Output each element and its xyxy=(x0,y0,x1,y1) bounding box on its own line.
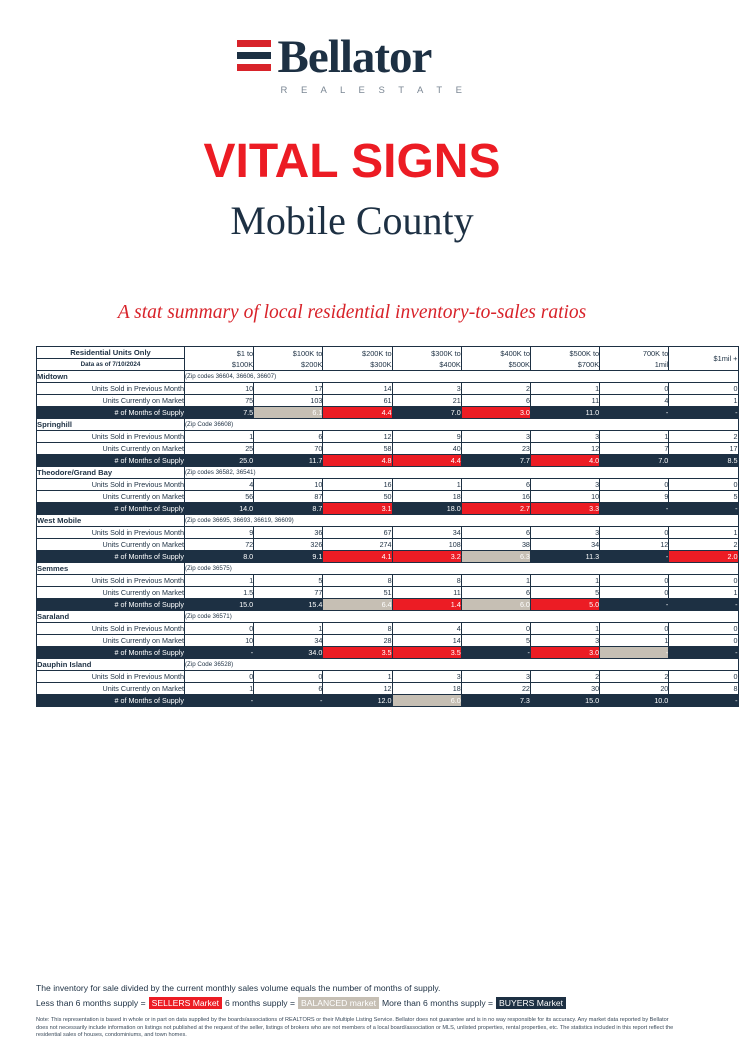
footer-definition: The inventory for sale divided by the current monthly sales volume equals the number of months of supply. xyxy=(36,983,441,994)
cell-units-on-market: 4 xyxy=(600,395,669,407)
row-label-units-on-market: Units Currently on Market xyxy=(37,587,185,599)
table-row xyxy=(37,683,739,695)
cell-units-on-market: 12 xyxy=(530,443,599,455)
cell-units-on-market: 0 xyxy=(600,587,669,599)
table-row xyxy=(37,599,739,611)
cell-units-sold: 3 xyxy=(530,527,599,539)
cell-months-of-supply: - xyxy=(669,647,738,659)
cell-units-on-market: 38 xyxy=(461,539,530,551)
cell-months-of-supply: 6.0 xyxy=(392,695,461,707)
cell-months-of-supply: - xyxy=(254,695,323,707)
cell-units-sold: 0 xyxy=(461,623,530,635)
cell-months-of-supply: 3.0 xyxy=(530,647,599,659)
row-label-units-sold: Units Sold in Previous Month xyxy=(37,431,185,443)
column-header-3: $200K to $300K xyxy=(323,347,392,371)
cell-months-of-supply: - xyxy=(461,647,530,659)
cell-units-on-market: 30 xyxy=(530,683,599,695)
row-label-months-of-supply: # of Months of Supply xyxy=(37,551,185,563)
cell-units-sold: 12 xyxy=(323,431,392,443)
cell-months-of-supply: 1.4 xyxy=(392,599,461,611)
cell-units-on-market: 8 xyxy=(669,683,738,695)
table-row xyxy=(37,551,739,563)
cell-months-of-supply: 9.1 xyxy=(254,551,323,563)
cell-units-on-market: 11 xyxy=(530,395,599,407)
cell-units-on-market: 1.5 xyxy=(185,587,254,599)
cell-units-on-market: 34 xyxy=(254,635,323,647)
cell-months-of-supply: - xyxy=(185,695,254,707)
cell-months-of-supply: 11.0 xyxy=(530,407,599,419)
row-label-months-of-supply: # of Months of Supply xyxy=(37,407,185,419)
cell-units-on-market: 87 xyxy=(254,491,323,503)
cell-units-sold: 3 xyxy=(392,383,461,395)
cell-units-on-market: 103 xyxy=(254,395,323,407)
cell-units-on-market: 6 xyxy=(461,395,530,407)
table-row xyxy=(37,431,739,443)
table-row xyxy=(37,407,739,419)
row-label-units-on-market: Units Currently on Market xyxy=(37,443,185,455)
cell-units-on-market: 72 xyxy=(185,539,254,551)
cell-months-of-supply: 7.7 xyxy=(461,455,530,467)
table-row xyxy=(37,395,739,407)
cell-months-of-supply: 6.1 xyxy=(254,407,323,419)
cell-months-of-supply: 8.7 xyxy=(254,503,323,515)
legend-chip-buyers: BUYERS Market xyxy=(496,997,566,1009)
cell-units-sold: 2 xyxy=(530,671,599,683)
bellator-logo xyxy=(237,31,468,96)
cell-units-on-market: 10 xyxy=(530,491,599,503)
cell-units-on-market: 5 xyxy=(669,491,738,503)
table-row xyxy=(37,671,739,683)
cell-units-on-market: 56 xyxy=(185,491,254,503)
cell-units-sold: 1 xyxy=(669,527,738,539)
cell-units-on-market: 6 xyxy=(254,683,323,695)
cell-months-of-supply: 6.0 xyxy=(461,599,530,611)
group-name: Springhill xyxy=(37,419,185,431)
cell-units-sold: 3 xyxy=(461,671,530,683)
cell-units-on-market: 2 xyxy=(669,539,738,551)
cell-months-of-supply: 3.5 xyxy=(392,647,461,659)
row-label-units-sold: Units Sold in Previous Month xyxy=(37,479,185,491)
cell-months-of-supply: 7.5 xyxy=(185,407,254,419)
cell-months-of-supply: 6.4 xyxy=(323,599,392,611)
cell-units-on-market: 22 xyxy=(461,683,530,695)
cell-months-of-supply: 7.0 xyxy=(600,455,669,467)
table-row xyxy=(37,587,739,599)
cell-months-of-supply: 4.1 xyxy=(323,551,392,563)
page-title: VITAL SIGNS xyxy=(203,135,501,188)
group-zipcodes: (Zip code 36575) xyxy=(185,563,739,575)
cell-units-on-market: 61 xyxy=(323,395,392,407)
row-label-units-on-market: Units Currently on Market xyxy=(37,491,185,503)
table-row xyxy=(37,647,739,659)
table-row xyxy=(37,527,739,539)
legend-sellers-label: Less than 6 months supply = xyxy=(36,998,146,1009)
group-header-row xyxy=(37,419,739,431)
cell-months-of-supply: 3.0 xyxy=(461,407,530,419)
cell-units-sold: 0 xyxy=(669,479,738,491)
cell-units-on-market: 3 xyxy=(530,635,599,647)
cell-units-on-market: 18 xyxy=(392,683,461,695)
cell-units-on-market: 23 xyxy=(461,443,530,455)
footer-legend xyxy=(36,997,674,1009)
table-row xyxy=(37,479,739,491)
cell-units-sold: 16 xyxy=(323,479,392,491)
cell-units-sold: 34 xyxy=(392,527,461,539)
cell-months-of-supply: 7.0 xyxy=(392,407,461,419)
cell-months-of-supply: 4.8 xyxy=(323,455,392,467)
cell-units-on-market: 14 xyxy=(392,635,461,647)
cell-units-on-market: 51 xyxy=(323,587,392,599)
group-zipcodes: (Zip code 36695, 36693, 36619, 36609) xyxy=(185,515,739,527)
group-name: Dauphin Island xyxy=(37,659,185,671)
cell-units-sold: 2 xyxy=(669,431,738,443)
cell-units-sold: 1 xyxy=(323,671,392,683)
column-header-2: $100K to $200K xyxy=(254,347,323,371)
cell-months-of-supply: - xyxy=(669,695,738,707)
cell-units-on-market: 17 xyxy=(669,443,738,455)
cell-units-sold: 14 xyxy=(323,383,392,395)
cell-units-sold: 0 xyxy=(600,575,669,587)
cell-units-sold: 0 xyxy=(669,575,738,587)
cell-units-on-market: 75 xyxy=(185,395,254,407)
table-row xyxy=(37,575,739,587)
cell-units-sold: 5 xyxy=(254,575,323,587)
group-name: Midtown xyxy=(37,371,185,383)
cell-months-of-supply: 11.3 xyxy=(530,551,599,563)
cell-units-on-market: 1 xyxy=(669,395,738,407)
legend-buyers-label: More than 6 months supply = xyxy=(381,998,494,1009)
cell-units-sold: 6 xyxy=(461,527,530,539)
cell-months-of-supply: 7.3 xyxy=(461,695,530,707)
cell-months-of-supply: - xyxy=(600,551,669,563)
cell-units-sold: 17 xyxy=(254,383,323,395)
cell-units-sold: 1 xyxy=(392,479,461,491)
cell-months-of-supply: - xyxy=(669,407,738,419)
cell-units-sold: 8 xyxy=(323,623,392,635)
cell-months-of-supply: 3.3 xyxy=(530,503,599,515)
table-row xyxy=(37,443,739,455)
row-label-months-of-supply: # of Months of Supply xyxy=(37,695,185,707)
group-zipcodes: (Zip code 36571) xyxy=(185,611,739,623)
group-zipcodes: (Zip codes 36604, 36606, 36607) xyxy=(185,371,739,383)
table-row xyxy=(37,491,739,503)
cell-months-of-supply: - xyxy=(600,407,669,419)
disclaimer-text: Note: This representation is based in whole or in part on data supplied by the boards/associations of REALTORS or their Multiple Listing Service. Bellator does not guarantee and is in no way responsible for its accuracy. Any market data reported by Bellator does not necessarily include information on listings not published at the request of the seller, listings of brokers who are not members of a local board/association or MLS, unlisted properties, rental properties, etc. The statistics included in this report reflect the residential sales of houses, condominiums, and town homes. xyxy=(36,1017,674,1039)
cell-units-sold: 4 xyxy=(185,479,254,491)
cell-units-sold: 3 xyxy=(392,671,461,683)
table-corner-label: Residential Units Only xyxy=(37,347,185,359)
cell-units-sold: 8 xyxy=(323,575,392,587)
cell-units-on-market: 274 xyxy=(323,539,392,551)
cell-units-on-market: 1 xyxy=(669,587,738,599)
cell-units-sold: 0 xyxy=(669,623,738,635)
cell-units-sold: 2 xyxy=(600,671,669,683)
cell-units-sold: 1 xyxy=(185,431,254,443)
cell-units-sold: 10 xyxy=(254,479,323,491)
cell-units-sold: 10 xyxy=(185,383,254,395)
row-label-units-sold: Units Sold in Previous Month xyxy=(37,383,185,395)
cell-units-sold: 1 xyxy=(530,575,599,587)
legend-chip-sellers: SELLERS Market xyxy=(149,997,222,1009)
cell-units-sold: 3 xyxy=(461,431,530,443)
table-row xyxy=(37,635,739,647)
cell-months-of-supply: 18.0 xyxy=(392,503,461,515)
group-header-row xyxy=(37,563,739,575)
bellator-logo-mark-icon xyxy=(237,34,271,76)
group-zipcodes: (Zip Code 36608) xyxy=(185,419,739,431)
logo-header xyxy=(0,31,704,96)
cell-units-on-market: 6 xyxy=(461,587,530,599)
cell-months-of-supply: 8.5 xyxy=(669,455,738,467)
cell-units-sold: 1 xyxy=(461,575,530,587)
group-name: West Mobile xyxy=(37,515,185,527)
legend-balanced-label: 6 months supply = xyxy=(225,998,295,1009)
cell-months-of-supply: 15.4 xyxy=(254,599,323,611)
cell-units-sold: 0 xyxy=(185,623,254,635)
cell-months-of-supply: - xyxy=(669,599,738,611)
row-label-units-sold: Units Sold in Previous Month xyxy=(37,575,185,587)
column-header-6: $500K to $700K xyxy=(530,347,599,371)
cell-units-on-market: 9 xyxy=(600,491,669,503)
cell-units-sold: 0 xyxy=(600,383,669,395)
cell-units-on-market: 11 xyxy=(392,587,461,599)
group-name: Saraland xyxy=(37,611,185,623)
table-row xyxy=(37,695,739,707)
row-label-units-sold: Units Sold in Previous Month xyxy=(37,527,185,539)
cell-units-on-market: 40 xyxy=(392,443,461,455)
row-label-units-on-market: Units Currently on Market xyxy=(37,635,185,647)
footer xyxy=(36,983,674,1040)
cell-units-on-market: 70 xyxy=(254,443,323,455)
cell-units-on-market: 5 xyxy=(461,635,530,647)
cell-units-sold: 0 xyxy=(600,479,669,491)
cell-months-of-supply: - xyxy=(600,599,669,611)
cell-units-sold: 9 xyxy=(185,527,254,539)
cell-months-of-supply: 2.0 xyxy=(669,551,738,563)
cell-months-of-supply: - xyxy=(669,503,738,515)
cell-months-of-supply: 12.0 xyxy=(323,695,392,707)
cell-units-sold: 8 xyxy=(392,575,461,587)
cell-units-sold: 1 xyxy=(530,383,599,395)
cell-units-sold: 1 xyxy=(530,623,599,635)
cell-units-on-market: 12 xyxy=(323,683,392,695)
cell-months-of-supply: 3.5 xyxy=(323,647,392,659)
cell-units-on-market: 20 xyxy=(600,683,669,695)
group-header-row xyxy=(37,659,739,671)
cell-units-sold: 0 xyxy=(600,527,669,539)
cell-months-of-supply: - xyxy=(600,503,669,515)
column-header-4: $300K to $400K xyxy=(392,347,461,371)
column-header-8: $1mil + xyxy=(669,347,738,371)
column-header-1: $1 to $100K xyxy=(185,347,254,371)
cell-months-of-supply: 4.0 xyxy=(530,455,599,467)
table-row xyxy=(37,503,739,515)
cell-months-of-supply: 14.0 xyxy=(185,503,254,515)
cell-months-of-supply: - xyxy=(600,647,669,659)
row-label-units-sold: Units Sold in Previous Month xyxy=(37,671,185,683)
cell-units-on-market: 7 xyxy=(600,443,669,455)
cell-units-sold: 36 xyxy=(254,527,323,539)
cell-units-on-market: 25 xyxy=(185,443,254,455)
row-label-months-of-supply: # of Months of Supply xyxy=(37,455,185,467)
cell-months-of-supply: 2.7 xyxy=(461,503,530,515)
cell-months-of-supply: 10.0 xyxy=(600,695,669,707)
cell-units-on-market: 1 xyxy=(600,635,669,647)
cell-months-of-supply: 8.0 xyxy=(185,551,254,563)
cell-units-on-market: 50 xyxy=(323,491,392,503)
cell-units-sold: 4 xyxy=(392,623,461,635)
cell-units-sold: 2 xyxy=(461,383,530,395)
cell-months-of-supply: 4.4 xyxy=(323,407,392,419)
row-label-months-of-supply: # of Months of Supply xyxy=(37,647,185,659)
logo-wordmark: Bellator xyxy=(277,31,432,83)
cell-months-of-supply: 5.0 xyxy=(530,599,599,611)
cell-units-on-market: 21 xyxy=(392,395,461,407)
cell-months-of-supply: - xyxy=(185,647,254,659)
cell-units-on-market: 77 xyxy=(254,587,323,599)
cell-months-of-supply: 6.3 xyxy=(461,551,530,563)
cell-units-sold: 9 xyxy=(392,431,461,443)
cell-units-sold: 0 xyxy=(254,671,323,683)
cell-months-of-supply: 15.0 xyxy=(530,695,599,707)
cell-units-on-market: 28 xyxy=(323,635,392,647)
row-label-months-of-supply: # of Months of Supply xyxy=(37,599,185,611)
logo-tagline: R E A L E S T A T E xyxy=(280,85,468,96)
page-tagline: A stat summary of local residential inventory-to-sales ratios xyxy=(117,302,587,323)
cell-months-of-supply: 3.2 xyxy=(392,551,461,563)
cell-units-sold: 6 xyxy=(461,479,530,491)
row-label-units-on-market: Units Currently on Market xyxy=(37,683,185,695)
cell-units-sold: 1 xyxy=(600,431,669,443)
row-label-units-on-market: Units Currently on Market xyxy=(37,539,185,551)
group-zipcodes: (Zip codes 36582, 36541) xyxy=(185,467,739,479)
cell-units-on-market: 18 xyxy=(392,491,461,503)
legend-chip-balanced: BALANCED market xyxy=(298,997,379,1009)
cell-units-sold: 3 xyxy=(530,479,599,491)
group-header-row xyxy=(37,371,739,383)
column-header-5: $400K to $500K xyxy=(461,347,530,371)
group-header-row xyxy=(37,515,739,527)
vital-signs-table-wrap xyxy=(36,346,738,707)
table-data-asof: Data as of 7/10/2024 xyxy=(37,359,185,371)
cell-units-on-market: 12 xyxy=(600,539,669,551)
column-header-7: 700K to 1mil xyxy=(600,347,669,371)
cell-months-of-supply: 11.7 xyxy=(254,455,323,467)
cell-units-sold: 6 xyxy=(254,431,323,443)
cell-units-sold: 0 xyxy=(669,383,738,395)
cell-months-of-supply: 4.4 xyxy=(392,455,461,467)
cell-units-sold: 67 xyxy=(323,527,392,539)
group-name: Theodore/Grand Bay xyxy=(37,467,185,479)
row-label-months-of-supply: # of Months of Supply xyxy=(37,503,185,515)
table-body xyxy=(37,347,739,707)
group-name: Semmes xyxy=(37,563,185,575)
cell-units-on-market: 16 xyxy=(461,491,530,503)
table-row xyxy=(37,383,739,395)
cell-units-on-market: 108 xyxy=(392,539,461,551)
cell-units-sold: 3 xyxy=(530,431,599,443)
cell-units-on-market: 1 xyxy=(185,683,254,695)
cell-units-on-market: 5 xyxy=(530,587,599,599)
cell-units-on-market: 10 xyxy=(185,635,254,647)
table-row xyxy=(37,455,739,467)
cell-months-of-supply: 15.0 xyxy=(185,599,254,611)
cell-units-sold: 0 xyxy=(600,623,669,635)
cell-units-sold: 0 xyxy=(669,671,738,683)
cell-units-on-market: 326 xyxy=(254,539,323,551)
cell-months-of-supply: 34.0 xyxy=(254,647,323,659)
cell-units-on-market: 0 xyxy=(669,635,738,647)
row-label-units-sold: Units Sold in Previous Month xyxy=(37,623,185,635)
group-header-row xyxy=(37,611,739,623)
cell-months-of-supply: 3.1 xyxy=(323,503,392,515)
page-subtitle: Mobile County xyxy=(230,198,474,243)
row-label-units-on-market: Units Currently on Market xyxy=(37,395,185,407)
vital-signs-table xyxy=(36,346,739,707)
cell-units-sold: 1 xyxy=(185,575,254,587)
group-zipcodes: (Zip Code 36528) xyxy=(185,659,739,671)
table-row xyxy=(37,623,739,635)
cell-units-on-market: 58 xyxy=(323,443,392,455)
cell-months-of-supply: 25.0 xyxy=(185,455,254,467)
cell-units-sold: 0 xyxy=(185,671,254,683)
cell-units-on-market: 34 xyxy=(530,539,599,551)
cell-units-sold: 1 xyxy=(254,623,323,635)
group-header-row xyxy=(37,467,739,479)
table-row xyxy=(37,539,739,551)
